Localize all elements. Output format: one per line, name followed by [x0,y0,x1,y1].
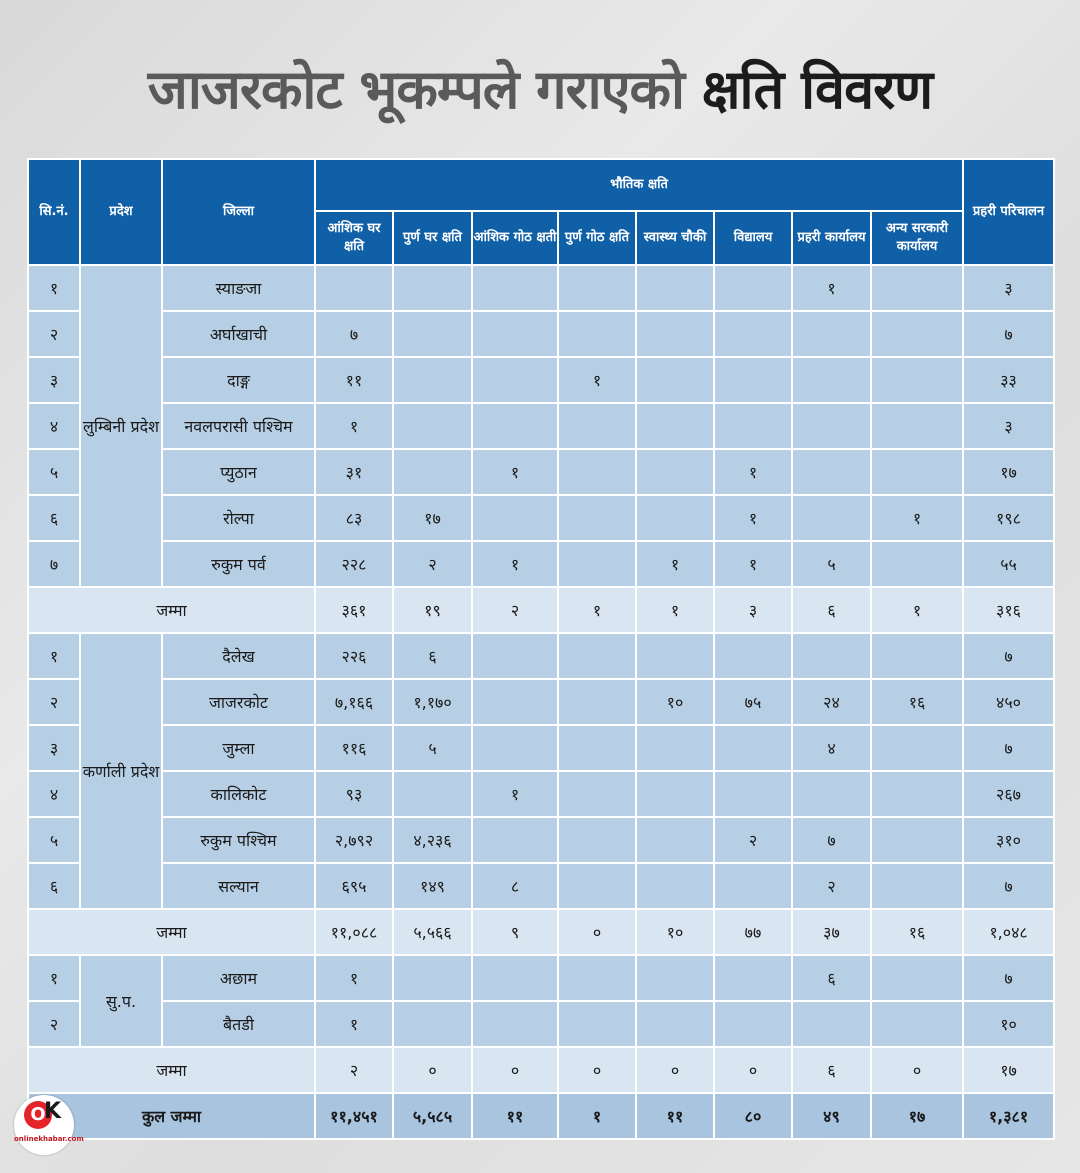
sn-cell: २ [29,1002,79,1046]
value-cell [715,864,791,908]
value-cell [394,1002,471,1046]
subtotal-value: ० [637,1048,713,1092]
value-cell [394,404,471,448]
district-cell: स्याङजा [163,266,314,310]
value-cell [793,404,870,448]
header-col: आंशिक घर क्षति [316,212,392,264]
value-cell [793,312,870,356]
sn-cell: १ [29,956,79,1000]
value-cell: २,७९२ [316,818,392,862]
value-cell: ६ [793,956,870,1000]
police-cell: ५५ [964,542,1053,586]
header-police-mobilization: प्रहरी परिचालन [964,160,1053,264]
value-cell [637,266,713,310]
grand-total-value: १ [559,1094,635,1138]
value-cell [637,864,713,908]
value-cell: ७ [793,818,870,862]
value-cell [559,772,635,816]
grand-total-value: ४९ [793,1094,870,1138]
district-cell: रुकुम पर्व [163,542,314,586]
grand-total-label: कुल जम्मा [29,1094,314,1138]
value-cell: १ [473,542,557,586]
police-cell: १७ [964,450,1053,494]
grand-total-value: ११ [637,1094,713,1138]
sn-cell: १ [29,634,79,678]
value-cell [394,956,471,1000]
value-cell [715,956,791,1000]
subtotal-value: ० [559,910,635,954]
value-cell: ६ [394,634,471,678]
value-cell [793,496,870,540]
district-cell: अछाम [163,956,314,1000]
value-cell: ६९५ [316,864,392,908]
value-cell [793,772,870,816]
subtotal-value: ३७ [793,910,870,954]
value-cell [559,956,635,1000]
value-cell [394,312,471,356]
grand-total-value: ११,४५१ [316,1094,392,1138]
logo-k: K [44,1099,62,1124]
table-row [29,266,1053,310]
value-cell: १ [715,542,791,586]
header-sn: सि.नं. [29,160,79,264]
subtotal-value: २ [473,588,557,632]
subtotal-label: जम्मा [29,910,314,954]
district-cell: सल्यान [163,864,314,908]
district-cell: नवलपरासी पश्चिम [163,404,314,448]
district-cell: रोल्पा [163,496,314,540]
value-cell: १ [473,772,557,816]
value-cell: १ [872,496,962,540]
value-cell [559,266,635,310]
police-cell: ३ [964,404,1053,448]
damage-table [27,158,1055,1140]
value-cell [637,1002,713,1046]
value-cell [473,266,557,310]
table-row [29,542,1053,586]
district-cell: प्युठान [163,450,314,494]
table-row [29,956,1053,1000]
subtotal-value: ३६१ [316,588,392,632]
header-col: प्रहरी कार्यालय [793,212,870,264]
value-cell [872,726,962,770]
subtotal-value: ३ [715,588,791,632]
value-cell: १६ [872,680,962,724]
district-cell: दाङ्ग [163,358,314,402]
table-row [29,450,1053,494]
value-cell: १ [316,404,392,448]
district-cell: बैतडी [163,1002,314,1046]
value-cell [872,312,962,356]
sn-cell: ३ [29,726,79,770]
sn-cell: ४ [29,772,79,816]
value-cell [473,680,557,724]
value-cell [872,634,962,678]
subtotal-value: ० [394,1048,471,1092]
district-cell: रुकुम पश्चिम [163,818,314,862]
table-row [29,404,1053,448]
value-cell [872,266,962,310]
subtotal-value: ० [559,1048,635,1092]
sn-cell: ३ [29,358,79,402]
subtotal-value: २ [316,1048,392,1092]
sn-cell: ५ [29,818,79,862]
sn-cell: २ [29,680,79,724]
police-cell: १९८ [964,496,1053,540]
value-cell [715,726,791,770]
value-cell: १,१७० [394,680,471,724]
district-cell: कालिकोट [163,772,314,816]
table-row [29,496,1053,540]
header-physical-damage: भौतिक क्षति [316,160,962,210]
subtotal-value: ११,०८८ [316,910,392,954]
value-cell [473,404,557,448]
police-cell: ७ [964,864,1053,908]
value-cell: १४९ [394,864,471,908]
logo-brand: onlinekhabar.com [14,1135,84,1143]
value-cell: ११ [316,358,392,402]
value-cell [394,358,471,402]
subtotal-police: १७ [964,1048,1053,1092]
value-cell [559,864,635,908]
value-cell: ७,१६६ [316,680,392,724]
value-cell [394,772,471,816]
value-cell [473,358,557,402]
value-cell: ८३ [316,496,392,540]
value-cell: १ [637,542,713,586]
header-col: आंशिक गोठ क्षती [473,212,557,264]
value-cell [559,496,635,540]
province-cell: कर्णाली प्रदेश [81,634,161,908]
table-row [29,312,1053,356]
grand-total-value: ५,५८५ [394,1094,471,1138]
subtotal-value: ० [715,1048,791,1092]
value-cell [793,358,870,402]
value-cell: ५ [793,542,870,586]
value-cell [637,312,713,356]
subtotal-value: ७७ [715,910,791,954]
value-cell [872,864,962,908]
table-row [29,1002,1053,1046]
logo-o: O [24,1101,52,1129]
value-cell: २ [793,864,870,908]
value-cell [559,726,635,770]
value-cell: २ [715,818,791,862]
value-cell: १ [715,496,791,540]
value-cell [872,772,962,816]
subtotal-label: जम्मा [29,588,314,632]
value-cell [394,266,471,310]
police-cell: ३३ [964,358,1053,402]
value-cell: १ [715,450,791,494]
value-cell: ५ [394,726,471,770]
value-cell [559,634,635,678]
value-cell [637,358,713,402]
value-cell: १ [473,450,557,494]
subtotal-label: जम्मा [29,1048,314,1092]
value-cell: ८ [473,864,557,908]
district-cell: अर्घाखाची [163,312,314,356]
value-cell [473,956,557,1000]
sn-cell: ७ [29,542,79,586]
subtotal-value: १९ [394,588,471,632]
value-cell [872,956,962,1000]
value-cell [872,358,962,402]
onlinekhabar-logo [14,1095,84,1155]
grand-total-value: १७ [872,1094,962,1138]
grand-total-police: १,३८१ [964,1094,1053,1138]
subtotal-value: ६ [793,588,870,632]
value-cell [793,1002,870,1046]
sn-cell: १ [29,266,79,310]
subtotal-row [29,588,1053,632]
police-cell: ७ [964,726,1053,770]
value-cell [473,1002,557,1046]
value-cell [715,634,791,678]
value-cell: १ [316,956,392,1000]
value-cell: ९३ [316,772,392,816]
header-province: प्रदेश [81,160,161,264]
value-cell [473,496,557,540]
header-col: अन्य सरकारी कार्यालय [872,212,962,264]
province-cell: लुम्बिनी प्रदेश [81,266,161,586]
police-cell: २६७ [964,772,1053,816]
value-cell [715,772,791,816]
police-cell: ३१० [964,818,1053,862]
subtotal-value: १ [559,588,635,632]
subtotal-row [29,1048,1053,1092]
province-cell: सु.प. [81,956,161,1046]
subtotal-value: ९ [473,910,557,954]
value-cell [793,450,870,494]
district-cell: जाजरकोट [163,680,314,724]
subtotal-value: ५,५६६ [394,910,471,954]
table-row [29,680,1053,724]
grand-total-value: ११ [473,1094,557,1138]
sn-cell: ६ [29,496,79,540]
value-cell: ७५ [715,680,791,724]
header-col: स्वास्थ्य चौकी [637,212,713,264]
value-cell [715,1002,791,1046]
subtotal-row [29,910,1053,954]
police-cell: ७ [964,312,1053,356]
value-cell [559,1002,635,1046]
value-cell [715,358,791,402]
value-cell [559,312,635,356]
value-cell: १७ [394,496,471,540]
value-cell [637,404,713,448]
table-row [29,726,1053,770]
value-cell [872,450,962,494]
value-cell: २४ [793,680,870,724]
value-cell [637,450,713,494]
header-col: पुर्ण घर क्षति [394,212,471,264]
value-cell: २२८ [316,542,392,586]
value-cell: १ [316,1002,392,1046]
value-cell [872,818,962,862]
value-cell [473,312,557,356]
value-cell [872,542,962,586]
value-cell [473,818,557,862]
header-district: जिल्ला [163,160,314,264]
value-cell: ११६ [316,726,392,770]
table-row [29,358,1053,402]
value-cell [637,818,713,862]
table-row [29,864,1053,908]
value-cell [473,726,557,770]
value-cell: १ [559,358,635,402]
table-body [29,266,1053,1138]
sn-cell: ४ [29,404,79,448]
value-cell [316,266,392,310]
value-cell [394,450,471,494]
police-cell: १० [964,1002,1053,1046]
subtotal-value: ० [473,1048,557,1092]
title-bold: क्षति विवरण [701,58,933,121]
sn-cell: २ [29,312,79,356]
subtotal-police: १,०४८ [964,910,1053,954]
subtotal-value: १६ [872,910,962,954]
table-row [29,634,1053,678]
subtotal-value: १ [872,588,962,632]
grand-total-value: ८० [715,1094,791,1138]
value-cell [715,312,791,356]
subtotal-value: ० [872,1048,962,1092]
value-cell [637,726,713,770]
value-cell [559,680,635,724]
subtotal-value: १० [637,910,713,954]
value-cell [872,1002,962,1046]
sn-cell: ६ [29,864,79,908]
value-cell [559,542,635,586]
subtotal-value: १ [637,588,713,632]
value-cell [637,634,713,678]
value-cell [559,404,635,448]
value-cell [559,818,635,862]
police-cell: ४५० [964,680,1053,724]
value-cell: ७ [316,312,392,356]
value-cell [637,496,713,540]
district-cell: जुम्ला [163,726,314,770]
subtotal-police: ३१६ [964,588,1053,632]
value-cell: १० [637,680,713,724]
table-row [29,772,1053,816]
title-normal: जाजरकोट भूकम्पले गराएको [147,58,684,121]
value-cell [637,772,713,816]
header-col: पुर्ण गोठ क्षति [559,212,635,264]
district-cell: दैलेख [163,634,314,678]
sn-cell: ५ [29,450,79,494]
value-cell [793,634,870,678]
value-cell: ४,२३६ [394,818,471,862]
value-cell [715,404,791,448]
value-cell: ४ [793,726,870,770]
police-cell: ३ [964,266,1053,310]
page-title [0,50,1080,130]
grand-total-row [29,1094,1053,1138]
value-cell: २२६ [316,634,392,678]
value-cell [637,956,713,1000]
value-cell [872,404,962,448]
subtotal-value: ६ [793,1048,870,1092]
value-cell [715,266,791,310]
value-cell: ३१ [316,450,392,494]
table-row [29,818,1053,862]
header-col: विद्यालय [715,212,791,264]
police-cell: ७ [964,956,1053,1000]
value-cell: २ [394,542,471,586]
value-cell: १ [793,266,870,310]
police-cell: ७ [964,634,1053,678]
value-cell [559,450,635,494]
value-cell [473,634,557,678]
